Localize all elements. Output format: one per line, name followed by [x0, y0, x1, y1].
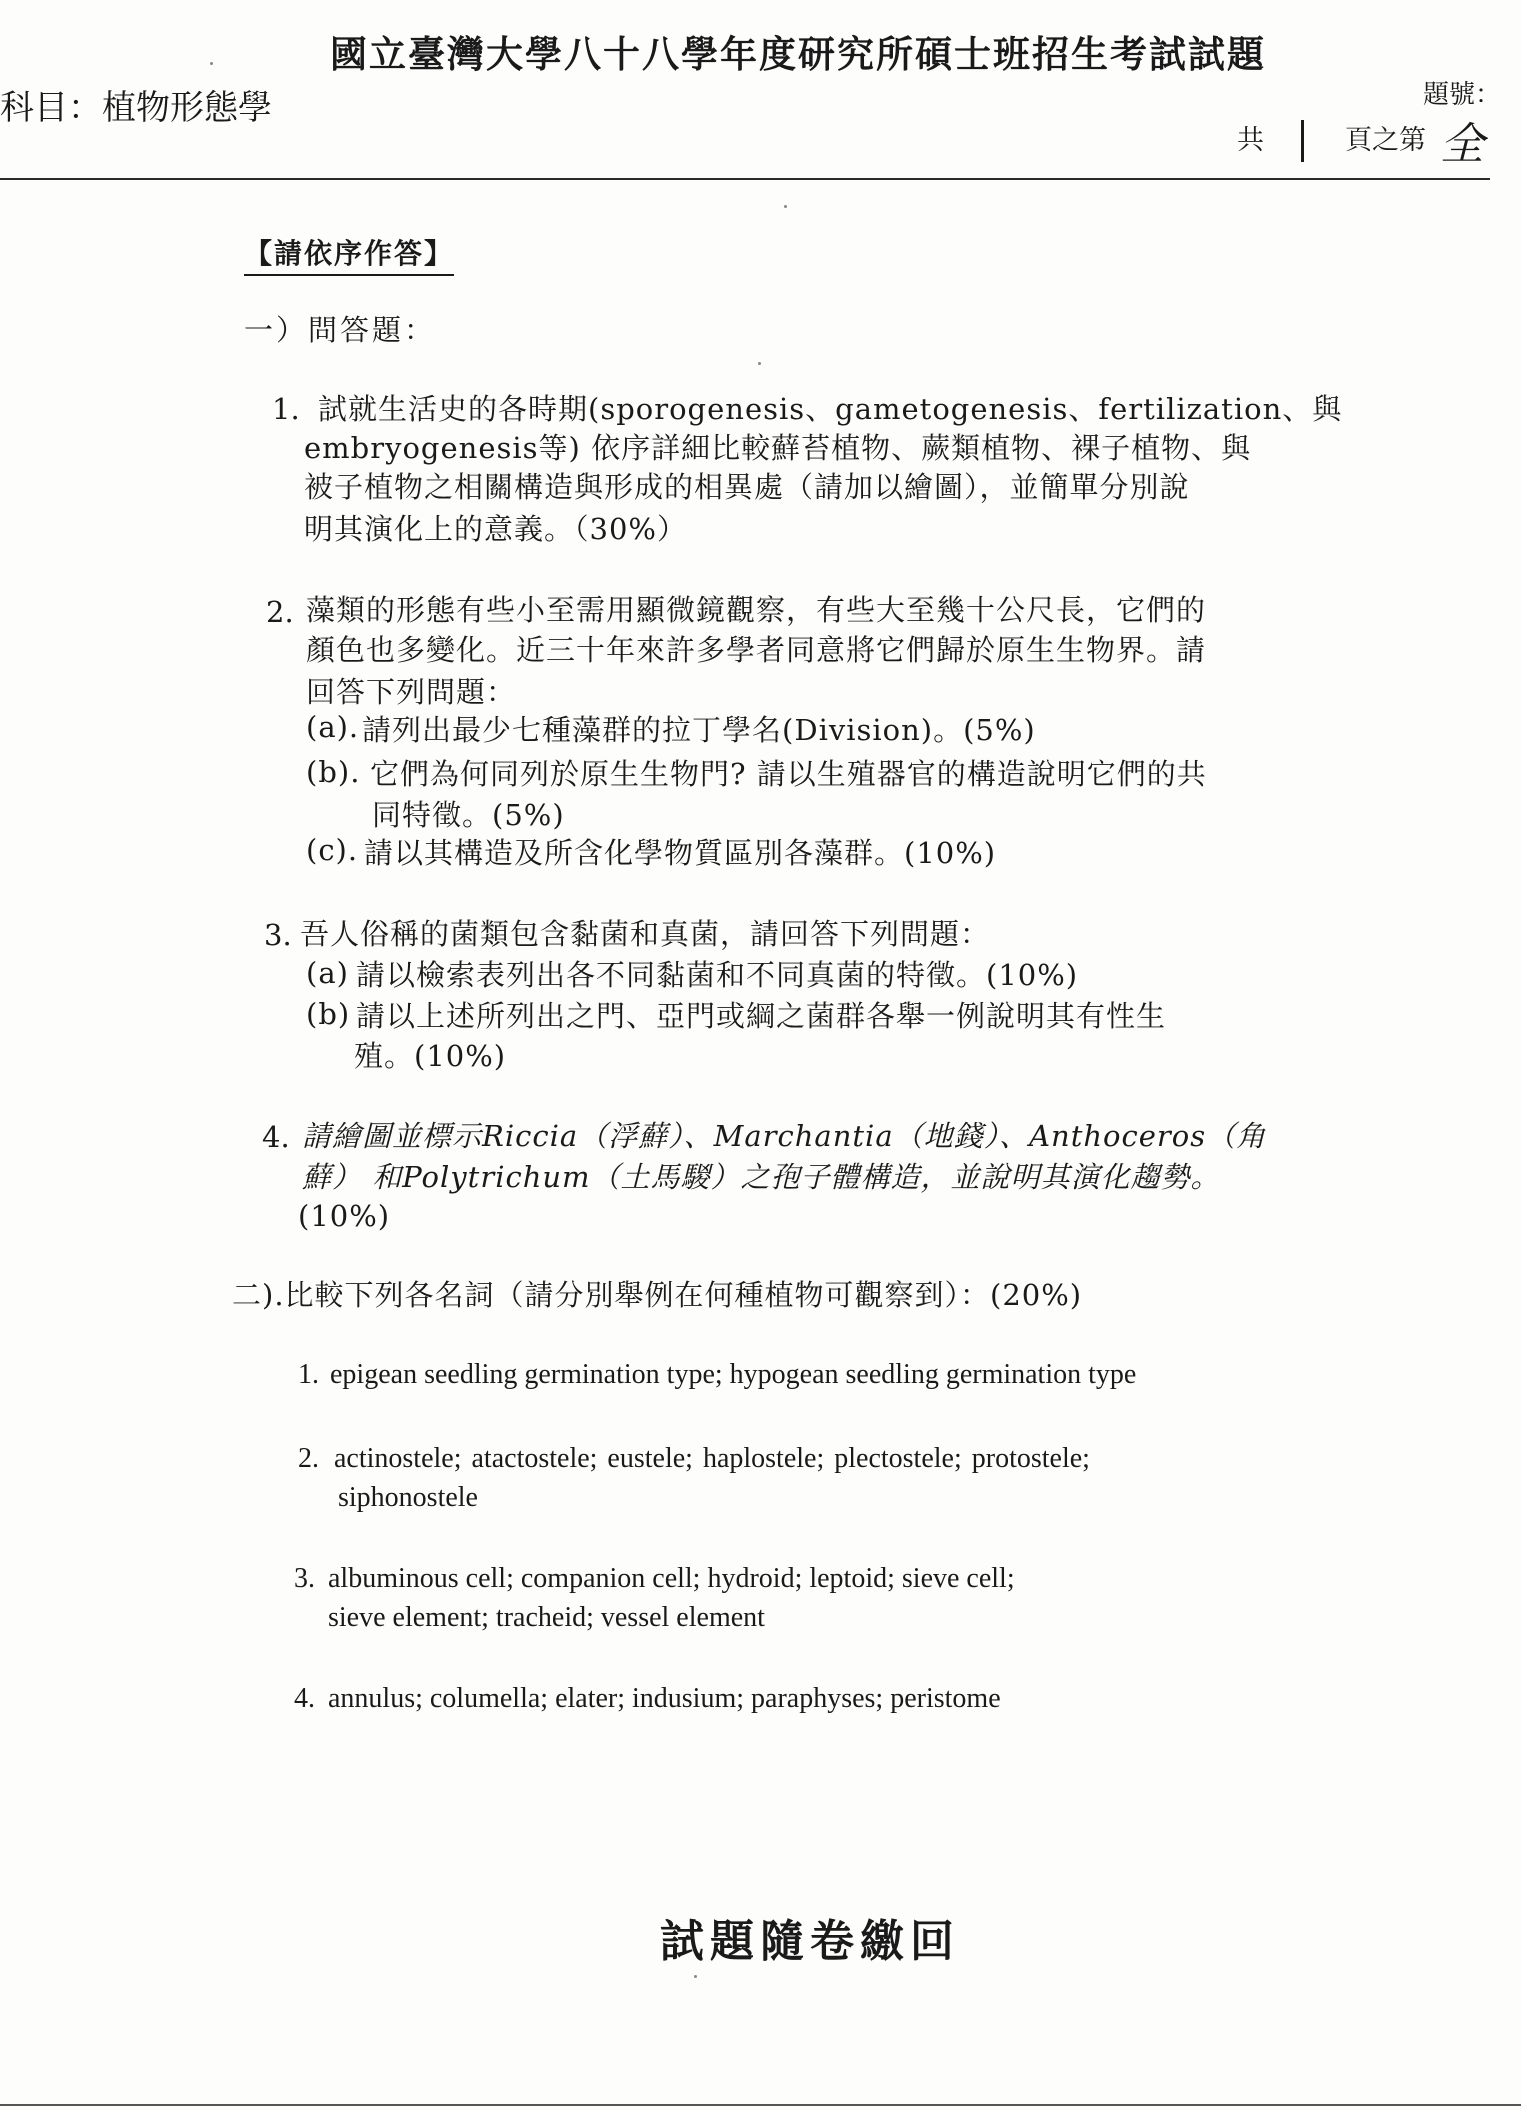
question-line: 顏色也多變化。近三十年來許多學者同意將它們歸於原生生物界。請	[306, 633, 1207, 667]
page-value-handwritten: 全	[1440, 119, 1484, 170]
term-item-line: actinostele; atactostele; eustele; haplostele; plectostele; protostele;	[334, 1443, 1090, 1474]
question-line: 請繪圖並標示Riccia（浮蘚）、Marchantia（地錢）、Anthoceros（角	[302, 1119, 1267, 1153]
subquestion-line: 同特徵。(5%)	[372, 798, 565, 832]
exam-title: 國立臺灣大學八十八學年度研究所碩士班招生考試試題	[330, 32, 1266, 76]
subquestion-label: (c).	[306, 833, 359, 867]
subquestion-label: (b)	[306, 997, 351, 1031]
term-item-number: 3.	[294, 1563, 315, 1594]
term-item-number: 2.	[298, 1443, 319, 1474]
bottom-edge-line	[0, 2104, 1521, 2106]
subquestion-line: 請以上述所列出之門、亞門或綱之菌群各舉一例說明其有性生	[356, 999, 1167, 1033]
subquestion-label: (b).	[306, 755, 361, 789]
subquestion-label: (a).	[306, 710, 360, 744]
question-line: 蘚） 和Polytrichum（土馬騣）之孢子體構造，並說明其演化趨勢。	[302, 1160, 1221, 1194]
page-of-label: 頁之第	[1345, 125, 1426, 156]
term-item-line: siphonostele	[338, 1482, 478, 1513]
term-item-line: albuminous cell; companion cell; hydroid; leptoid; sieve cell;	[328, 1563, 1015, 1594]
page-count-handwritten-mark	[1301, 120, 1304, 162]
question-number: 1.	[272, 392, 300, 426]
section1-title: 一）問答題：	[244, 313, 437, 347]
question-line: (10%)	[298, 1199, 391, 1233]
term-item-number: 4.	[294, 1683, 315, 1714]
question-line: embryogenesis等) 依序詳細比較蘚苔植物、蕨類植物、裸子植物、與	[304, 431, 1252, 465]
scan-speck	[694, 1975, 697, 1978]
subquestion-line: 殖。(10%)	[354, 1039, 507, 1073]
question-line: 明其演化上的意義。（30%）	[304, 512, 687, 546]
question-line: 吾人俗稱的菌類包含黏菌和真菌，請回答下列問題：	[300, 917, 991, 951]
scan-speck	[758, 362, 761, 365]
question-number: 2.	[266, 595, 294, 629]
scan-speck	[210, 62, 213, 65]
page-total-label: 共	[1237, 125, 1264, 156]
subject-label: 科目：植物形態學	[0, 88, 272, 128]
header-divider	[0, 178, 1490, 180]
question-number: 4.	[262, 1120, 290, 1154]
subquestion-line: 它們為何同列於原生生物門? 請以生殖器官的構造說明它們的共	[370, 757, 1207, 791]
term-item-line: annulus; columella; elater; indusium; paraphyses; peristome	[328, 1683, 1001, 1714]
question-number-label: 題號：	[1422, 80, 1501, 110]
answer-instruction: 【請依序作答】	[244, 232, 454, 276]
subquestion-line: 請列出最少七種藻群的拉丁學名(Division)。(5%)	[362, 713, 1036, 747]
return-exam-notice: 試題隨卷繳回	[660, 1916, 960, 1967]
term-item-line: epigean seedling germination type; hypogean seedling germination type	[330, 1359, 1137, 1390]
subquestion-label: (a)	[306, 956, 349, 990]
section2-title: 二).比較下列各名詞（請分別舉例在何種植物可觀察到）：(20%)	[232, 1278, 1083, 1312]
scan-speck	[784, 205, 787, 208]
question-line: 被子植物之相關構造與形成的相異處（請加以繪圖），並簡單分別說	[304, 470, 1190, 504]
question-line: 試就生活史的各時期(sporogenesis、gametogenesis、fertilization、與	[318, 392, 1343, 426]
question-number: 3.	[264, 918, 292, 952]
subquestion-line: 請以檢索表列出各不同黏菌和不同真菌的特徵。(10%)	[356, 958, 1079, 992]
term-item-line: sieve element; tracheid; vessel element	[328, 1602, 765, 1633]
subquestion-line: 請以其構造及所含化學物質區別各藻群。(10%)	[364, 836, 997, 870]
question-line: 回答下列問題：	[306, 675, 517, 709]
question-line: 藻類的形態有些小至需用顯微鏡觀察，有些大至幾十公尺長，它們的	[306, 593, 1207, 627]
term-item-number: 1.	[298, 1359, 319, 1390]
